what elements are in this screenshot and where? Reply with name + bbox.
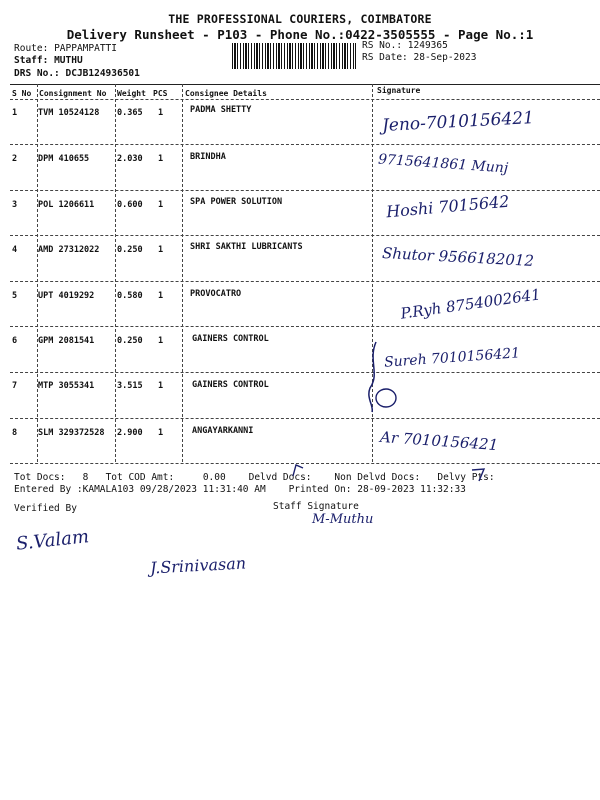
rs-date-row xyxy=(362,52,476,63)
printed-on-value: 28-09-2023 11:32:33 xyxy=(357,484,466,495)
receiver-signature: Hoshi 7015642 xyxy=(385,191,511,222)
row-sno: 3 xyxy=(12,200,18,210)
col-header-consignment: Consignment No xyxy=(39,89,107,98)
delvy-pts-label: Delvy Pts: xyxy=(437,472,495,483)
row-divider xyxy=(10,372,600,373)
staff-signature-label: Staff Signature xyxy=(273,501,359,512)
row-sno: 4 xyxy=(12,245,18,255)
col-header-pcs: PCS xyxy=(153,89,168,98)
row-divider xyxy=(10,326,600,327)
staff-value: MUTHU xyxy=(54,55,83,66)
col-header-sno: S No xyxy=(12,89,32,98)
rs-no-value: 1249365 xyxy=(407,40,448,51)
row-divider xyxy=(10,144,600,145)
row-pcs: 1 xyxy=(158,336,164,346)
row-divider xyxy=(10,235,600,236)
row-sno: 1 xyxy=(12,108,18,118)
verified-by-signature: S.Valam xyxy=(15,526,90,555)
tot-docs-label: Tot Docs: xyxy=(14,472,66,483)
receiver-signature: P.Ryh 8754002641 xyxy=(399,285,542,323)
row-consignee: PROVOCATRO xyxy=(190,289,242,299)
row-consignment-no: DPM 410655 xyxy=(38,154,90,164)
row-weight: 3.515 xyxy=(117,381,143,391)
receiver-signature: Shutor 9566182012 xyxy=(381,244,535,270)
company-name: THE PROFESSIONAL COURIERS, COIMBATORE xyxy=(168,12,432,26)
row-weight: 0.250 xyxy=(117,336,143,346)
row-consignment-no: GPM 2081541 xyxy=(38,336,95,346)
row-pcs: 1 xyxy=(158,381,164,391)
row-weight: 2.030 xyxy=(117,154,143,164)
row-sno: 7 xyxy=(12,381,18,391)
row-weight: 0.365 xyxy=(117,108,143,118)
non-delvd-docs-label: Non Delvd Docs: xyxy=(334,472,421,483)
row-consignment-no: SLM 329372528 xyxy=(38,428,105,438)
row-divider xyxy=(10,281,600,282)
table-header-rule xyxy=(10,99,600,100)
tot-docs-value: 8 xyxy=(82,472,89,483)
entered-by-value: KAMALA103 09/28/2023 11:31:40 AM xyxy=(82,484,266,495)
entry-row xyxy=(14,484,466,495)
row-pcs: 1 xyxy=(158,291,164,301)
row-consignee: BRINDHA xyxy=(190,152,226,162)
runsheet-title: Delivery Runsheet - P103 - Phone No.:0422-3505555 - Page No.:1 xyxy=(66,27,534,42)
row-pcs: 1 xyxy=(158,200,164,210)
entered-by-label: Entered By : xyxy=(14,484,83,495)
tot-cod-label: Tot COD Amt: xyxy=(105,472,175,483)
route-value: PAPPAMPATTI xyxy=(54,43,117,54)
column-divider xyxy=(115,84,116,462)
row-pcs: 1 xyxy=(158,154,164,164)
col-header-signature: Signature xyxy=(377,86,421,95)
row-weight: 2.900 xyxy=(117,428,143,438)
row-consignment-no: MTP 3055341 xyxy=(38,381,95,391)
row-consignee: GAINERS CONTROL xyxy=(192,380,269,390)
row-consignee: GAINERS CONTROL xyxy=(192,334,269,344)
row-sno: 8 xyxy=(12,428,18,438)
route-label: Route: xyxy=(14,43,49,54)
row-consignee: SHRI SAKTHI LUBRICANTS xyxy=(190,242,303,252)
totals-row xyxy=(14,472,495,483)
row-consignee: SPA POWER SOLUTION xyxy=(190,197,283,207)
receiver-signature: Jeno-7010156421 xyxy=(381,108,535,136)
table-top-rule xyxy=(10,84,600,85)
row-weight: 0.250 xyxy=(117,245,143,255)
rs-no-label: RS No.: xyxy=(362,40,403,51)
row-consignee: PADMA SHETTY xyxy=(190,105,252,115)
row-consignment-no: UPT 4019292 xyxy=(38,291,95,301)
col-header-weight: Weight xyxy=(117,89,146,98)
row-pcs: 1 xyxy=(158,428,164,438)
row-pcs: 1 xyxy=(158,108,164,118)
handwritten-bracket-stroke xyxy=(364,340,404,420)
row-consignment-no: TVM 10524128 xyxy=(38,108,100,118)
handwritten-tick-mark xyxy=(290,462,308,480)
handwritten-tick-mark xyxy=(470,466,488,484)
drs-label: DRS No.: xyxy=(14,68,60,79)
staff-label: Staff: xyxy=(14,55,49,66)
rs-date-label: RS Date: xyxy=(362,52,408,63)
row-consignment-no: POL 1206611 xyxy=(38,200,95,210)
row-consignee: ANGAYARKANNI xyxy=(192,426,254,436)
row-divider xyxy=(10,190,600,191)
receiver-signature: Ar 7010156421 xyxy=(379,427,499,455)
staff-signature: M-Muthu xyxy=(312,512,374,527)
staff-row xyxy=(14,55,83,66)
delvd-docs-label: Delvd Docs: xyxy=(248,472,312,483)
route-row xyxy=(14,43,117,54)
verified-by-label: Verified By xyxy=(14,503,77,514)
drs-value: DCJB124936501 xyxy=(65,68,140,79)
row-pcs: 1 xyxy=(158,245,164,255)
receiver-signature: 9715641861 Munj xyxy=(377,151,509,177)
rs-date-value: 28-Sep-2023 xyxy=(413,52,477,63)
tot-cod-value: 0.00 xyxy=(202,472,226,483)
drs-row xyxy=(14,68,140,79)
printed-on-label: Printed On: xyxy=(288,484,352,495)
row-divider xyxy=(10,418,600,419)
col-header-consignee: Consignee Details xyxy=(185,89,267,98)
row-consignment-no: AMD 27312022 xyxy=(38,245,100,255)
row-weight: 0.580 xyxy=(117,291,143,301)
row-weight: 0.600 xyxy=(117,200,143,210)
secondary-signature: J.Srinivasan xyxy=(149,553,247,578)
rs-no-row xyxy=(362,40,448,51)
row-sno: 6 xyxy=(12,336,18,346)
barcode-image xyxy=(232,43,356,69)
row-sno: 5 xyxy=(12,291,18,301)
receiver-signature: Sureh 7010156421 xyxy=(383,345,521,371)
row-sno: 2 xyxy=(12,154,18,164)
column-divider xyxy=(37,84,38,462)
column-divider xyxy=(182,84,183,462)
